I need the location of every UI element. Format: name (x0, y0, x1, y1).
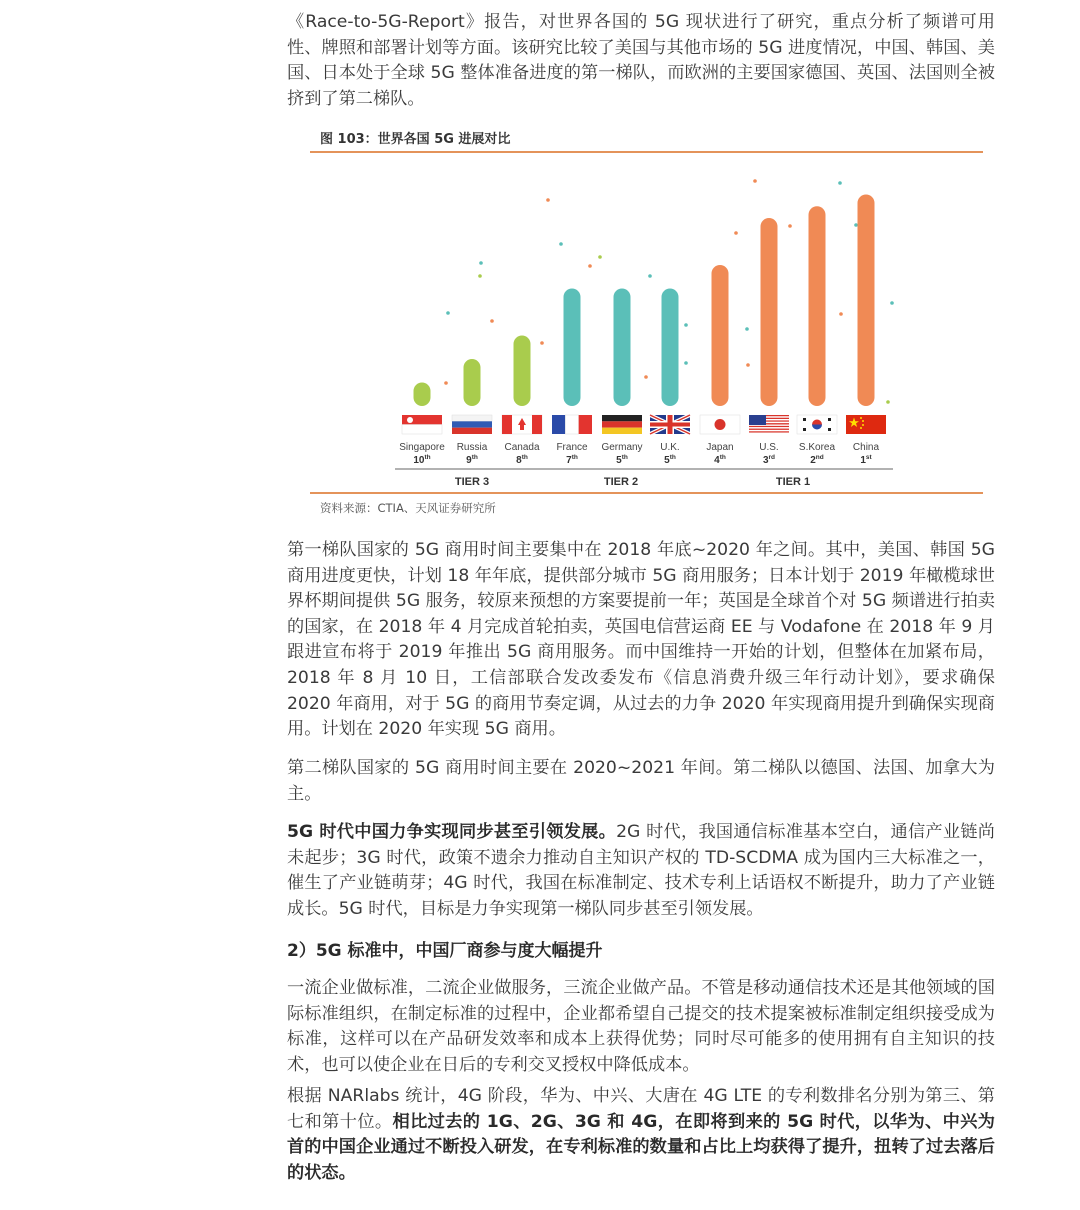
bar-us (761, 218, 778, 406)
bar-uk (662, 289, 679, 407)
decor-dot (753, 179, 757, 183)
tier-label: TIER 3 (454, 476, 490, 488)
decor-dot (746, 363, 750, 367)
decor-dot (479, 261, 483, 265)
decor-dot (788, 224, 792, 228)
section-heading: 2）5G 标准中，中国厂商参与度大幅提升 (287, 941, 603, 961)
decor-dot (734, 231, 738, 235)
country-label: Japan (706, 442, 734, 453)
rank-label: 7th (566, 454, 578, 466)
flag-us-icon (749, 415, 789, 434)
bar-singapore (414, 383, 431, 407)
patents-conclusion: 相比过去的 1G、2G、3G 和 4G，在即将到来的 5G 时代，以华为、中兴为首的中国企业通过不断投入研发，在专利标准的数量和占比上均获得了提升，扭转了过去落后的状态。 (287, 1111, 995, 1183)
figure-bottom-rule (310, 492, 983, 494)
flag-canada-icon (502, 415, 542, 434)
flag-china-icon (846, 415, 886, 434)
rank-label: 5th (616, 454, 628, 466)
intro-paragraph: 《Race-to-5G-Report》报告，对世界各国的 5G 现状进行了研究，重点分析了频谱可用性、牌照和部署计划等方面。该研究比较了美国与其他市场的 5G 进度情况，中国、韩国、美国、日本处于全球 5G 整体准备进度的第一梯队，而欧洲的主要国家德国、英国、法国则全被挤到了第二梯队。 (287, 12, 995, 109)
decor-dot (588, 264, 592, 268)
rank-label: 9th (466, 454, 478, 466)
bar-japan (712, 265, 729, 406)
flag-france-icon (552, 415, 592, 434)
rank-label: 1st (860, 454, 872, 466)
country-label: U.S. (759, 442, 779, 453)
flag-germany-icon (602, 415, 642, 434)
country-label: Germany (601, 442, 643, 453)
flag-russia-icon (452, 415, 492, 434)
decor-dot (559, 242, 563, 246)
tier-label: TIER 2 (603, 476, 639, 488)
country-label: U.K. (660, 442, 680, 453)
decor-dot (745, 327, 749, 331)
tier2-paragraph: 第二梯队国家的 5G 商用时间主要在 2020~2021 年间。第二梯队以德国、法国、加拿大为主。 (287, 758, 995, 804)
decor-dot (838, 181, 842, 185)
bar-china (858, 195, 875, 407)
decor-dot (854, 223, 858, 227)
decor-dot (839, 312, 843, 316)
country-label: Singapore (399, 442, 445, 453)
decor-dot (886, 400, 890, 404)
country-label: S.Korea (798, 442, 836, 453)
patents-paragraph (287, 1084, 995, 1186)
decor-dot (444, 381, 448, 385)
figure-source: 资料来源：CTIA、天风证券研究所 (320, 501, 496, 515)
decor-dot (598, 255, 602, 259)
bar-france (564, 289, 581, 407)
country-label: Canada (504, 442, 540, 453)
decor-dot (490, 319, 494, 323)
tier-label: TIER 1 (775, 476, 811, 488)
country-label: China (852, 442, 880, 453)
flag-japan-icon (700, 415, 740, 434)
bar-skorea (809, 206, 826, 406)
rank-label: 8th (516, 454, 528, 466)
decor-dot (644, 375, 648, 379)
country-label: Russia (456, 442, 488, 453)
standards-paragraph: 一流企业做标准，二流企业做服务，三流企业做产品。不管是移动通信技术还是其他领域的国际标准组织，在制定标准的过程中，企业都希望自己提交的技术提案被标准制定组织接受成为标准，这样可以在产品研发效率和成本上获得优势；同时尽可能多的使用拥有自主知识的技术，也可以使企业在日后的专利交叉授权中降低成本。 (287, 978, 995, 1075)
flag-uk-icon (650, 415, 690, 434)
rank-label: 3rd (762, 454, 776, 466)
rank-label: 5th (664, 454, 676, 466)
china-5g-paragraph (287, 820, 995, 922)
china-5g-lead: 5G 时代中国力争实现同步甚至引领发展。 (287, 822, 617, 842)
decor-dot (648, 274, 652, 278)
decor-dot (546, 198, 550, 202)
bar-russia (464, 359, 481, 406)
decor-dot (446, 311, 450, 315)
tier1-paragraph: 第一梯队国家的 5G 商用时间主要集中在 2018 年底~2020 年之间。其中，美国、韩国 5G 商用进度更快，计划 18 年年底，提供部分城市 5G 商用服务；日本计划于 2019 年橄榄球世界杯期间提供 5G 服务，较原来预想的方案要提前一年；英国是全球首个对 5G 频谱进行拍卖的国家，在 2018 年 4 月完成首轮拍卖，英国电信营运商 EE 与 Vodafone 在 2018 年 9 月跟进宣布将于 2019 年推出 5G 商用服务。而中国维持一开始的计划，但整体在加紧布局，2018 年 8 月 10 日，工信部联合发改委发布《信息消费升级三年行动计划》，要求确保 2020 年商用，对于 5G 的商用节奏定调，从过去的力争 2020 年实现商用提升到确保实现商用。计划在 2020 年实现 5G 商用。 (287, 540, 995, 740)
rank-label: 2nd (810, 454, 824, 466)
decor-dot (684, 361, 688, 365)
bar-germany (614, 289, 631, 407)
decor-dot (890, 301, 894, 305)
5g-progress-chart (310, 153, 983, 492)
rank-label: 4th (714, 454, 726, 466)
flag-skorea-icon (797, 415, 837, 434)
figure-title: 图 103：世界各国 5G 进展对比 (320, 132, 511, 147)
bar-canada (514, 336, 531, 407)
china-5g-body: 2G 时代，我国通信标准基本空白，通信产业链尚未起步；3G 时代，政策不遗余力推动自主知识产权的 TD-SCDMA 成为国内三大标准之一，催生了产业链萌芽；4G 时代，我国在标准制定、技术专利上话语权不断提升，助力了产业链成长。5G 时代，目标是力争实现第一梯队同步甚至引领发展。 (287, 822, 995, 919)
country-label: France (556, 442, 588, 453)
decor-dot (478, 274, 482, 278)
patents-body: 根据 NARlabs 统计，4G 阶段，华为、中兴、大唐在 4G LTE 的专利数排名分别为第三、第七和第十位。 (287, 1086, 995, 1132)
flag-singapore-icon (402, 415, 442, 434)
decor-dot (540, 341, 544, 345)
decor-dot (684, 323, 688, 327)
rank-label: 10th (413, 454, 431, 466)
